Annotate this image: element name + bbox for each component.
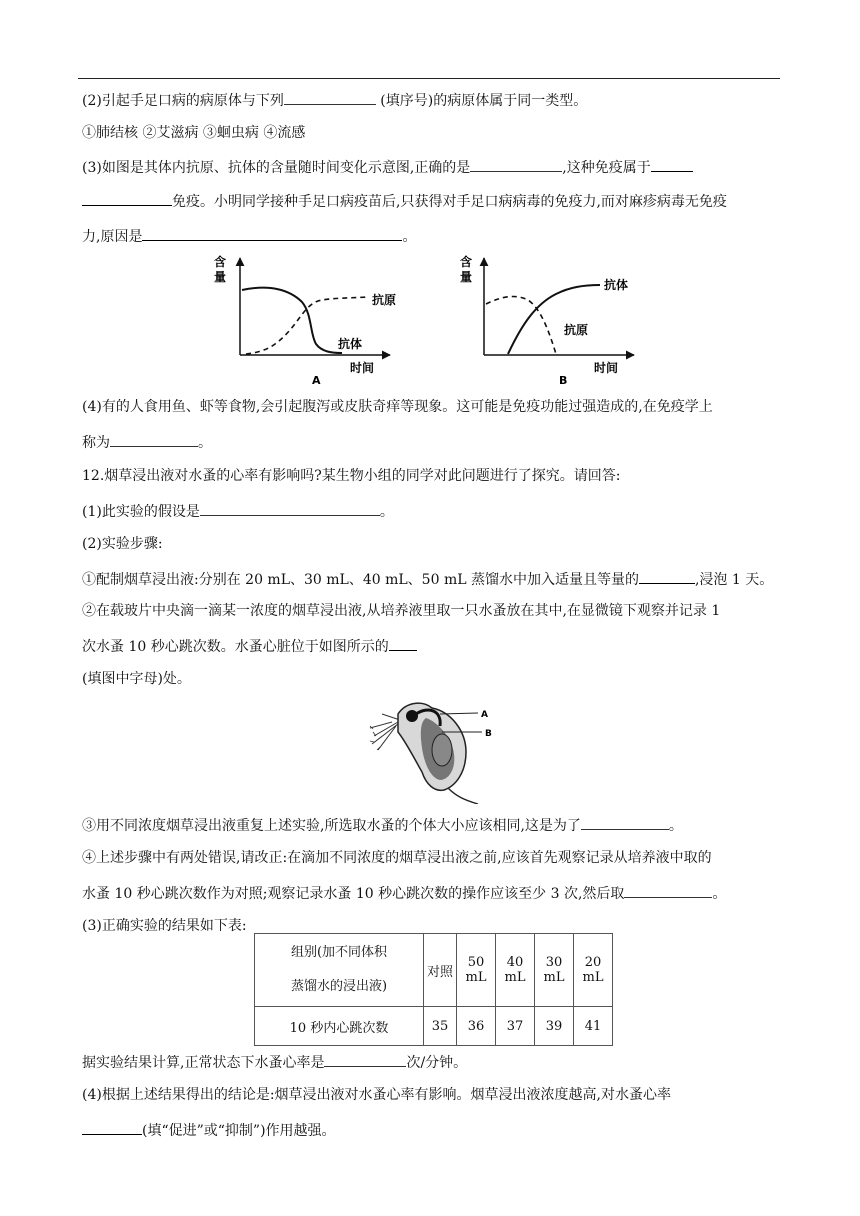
q12-p3: (3)正确实验的结果如下表:	[82, 918, 247, 934]
q3-line1-prefix: (3)如图是其体内抗原、抗体的含量随时间变化示意图,正确的是	[82, 160, 471, 176]
figure-b-antibody-curve	[508, 285, 600, 354]
q12-p1-prefix: (1)此实验的假设是	[82, 504, 200, 520]
table-header-label	[255, 934, 424, 1007]
daphnia-tail-spine	[448, 788, 478, 804]
q12-calc-prefix: 据实验结果计算,正常状态下水蚤心率是	[82, 1055, 325, 1071]
q2-answer-blank[interactable]	[284, 90, 376, 105]
q12-p4-line2	[82, 1120, 336, 1140]
figure-b-caption: B	[559, 374, 568, 387]
q12-step1	[82, 569, 773, 589]
q2-prefix: (2)引起手足口病的病原体与下列	[82, 93, 284, 109]
q12-step1-prefix: ①配制烟草浸出液:分别在 20 mL、30 mL、40 mL、50 mL 蒸馏水中加入适量且等量的	[82, 572, 639, 588]
q3-curve-blank[interactable]	[470, 157, 562, 172]
table-cell: 41	[574, 1007, 613, 1046]
figure-b-x-label: 时间	[594, 361, 619, 375]
q12-p2: (2)实验步骤:	[82, 536, 163, 552]
q12-step3	[82, 815, 683, 835]
q3-immunity-blank-a[interactable]	[651, 157, 693, 172]
q12-heart-blank[interactable]	[389, 636, 417, 651]
q12-title: 12.烟草浸出液对水蚤的心率有影响吗?某生物小组的同学对此问题进行了探究。请回答:	[82, 468, 621, 484]
table-col-50ml: 50 mL	[457, 934, 496, 1007]
header-rule	[78, 78, 780, 79]
table-cell: 36	[457, 1007, 496, 1046]
table-row	[255, 1007, 613, 1046]
q12-step3-suffix: 。	[668, 818, 683, 834]
q12-step2-line2-text: 次水蚤 10 秒心跳次数。水蚤心脏位于如图所示的	[82, 639, 389, 655]
q2-suffix: (填序号)的病原体属于同一类型。	[380, 93, 588, 109]
table-col-30ml: 30 mL	[535, 934, 574, 1007]
q12-p4-blank[interactable]	[82, 1120, 142, 1135]
table-header-label-line1: 组别(加不同体积	[290, 945, 388, 960]
daphnia-illustration	[368, 692, 508, 804]
q12-step2-line3: (填图中字母)处。	[82, 671, 191, 687]
figure-b-antibody-label: 抗体	[604, 278, 629, 292]
q12-step4-blank[interactable]	[624, 883, 712, 898]
table-col-20ml: 20 mL	[574, 934, 613, 1007]
q3-line1-mid: ,这种免疫属于	[562, 160, 651, 176]
q3-immunity-blank-b[interactable]	[82, 191, 172, 206]
figure-b-antigen-label: 抗原	[564, 323, 589, 337]
table-header-row	[255, 934, 613, 1007]
q2-options: ①肺结核 ②艾滋病 ③蛔虫病 ④流感	[82, 125, 306, 141]
q4-line2	[82, 432, 212, 452]
figure-a-antibody-curve	[242, 288, 342, 353]
table-header-label-line2: 蒸馏水的浸出液)	[290, 979, 388, 994]
q12-step4-line2-suffix: 。	[712, 886, 727, 902]
q4-answer-blank[interactable]	[110, 432, 198, 447]
table-cell: 37	[496, 1007, 535, 1046]
q12-p4-line1: (4)根据上述结果得出的结论是:烟草浸出液对水蚤心率有影响。烟草浸出液浓度越高,对水蚤心率	[82, 1087, 671, 1103]
figure-a-y-label-1: 含	[214, 255, 227, 269]
daphnia-antennae	[370, 714, 400, 750]
q2-line	[82, 90, 587, 110]
q12-step4-line2-prefix: 水蚤 10 秒心跳次数作为对照;观察记录水蚤 10 秒心跳次数的操作应该至少 3 次,然后取	[82, 886, 625, 902]
q4-line2-suffix: 。	[198, 435, 212, 451]
q4-line1: (4)有的人食用鱼、虾等食物,会引起腹泻或皮肤奇痒等现象。这可能是免疫功能过强造成的,在免疫学上	[82, 399, 713, 415]
figure-b-y-label-2: 量	[460, 270, 473, 284]
table-cell: 39	[535, 1007, 574, 1046]
q12-step2-line2	[82, 636, 417, 656]
figure-a-antibody-label: 抗体	[338, 337, 363, 351]
table-col-control: 对照	[424, 934, 457, 1007]
q3-line3-suffix: 。	[402, 229, 417, 245]
q3-line2	[82, 191, 727, 211]
q12-step1-blank[interactable]	[639, 569, 695, 584]
q12-hypothesis-blank[interactable]	[200, 501, 380, 516]
table-cell: 35	[424, 1007, 457, 1046]
q3-line3	[82, 226, 416, 246]
daphnia-label-b: B	[485, 729, 492, 739]
q3-line2-text: 免疫。小明同学接种手足口病疫苗后,只获得对手足口病病毒的免疫力,而对麻疹病毒无免疫	[172, 194, 727, 210]
q12-step3-prefix: ③用不同浓度烟草浸出液重复上述实验,所选取水蚤的个体大小应该相同,这是为了	[82, 818, 581, 834]
figure-a	[214, 254, 396, 387]
daphnia-label-a: A	[481, 710, 488, 720]
q12-step4-line1: ④上述步骤中有两处错误,请改正:在滴加不同浓度的烟草浸出液之前,应该首先观察记录从培养液中取的	[82, 850, 712, 866]
results-table	[254, 933, 613, 1046]
figure-a-x-label: 时间	[350, 361, 375, 375]
q12-calc	[82, 1052, 467, 1072]
q3-line1	[82, 157, 693, 177]
daphnia-eye	[406, 710, 418, 722]
q12-p1	[82, 501, 394, 521]
q3-reason-blank[interactable]	[142, 226, 402, 241]
q12-step3-blank[interactable]	[581, 815, 669, 830]
figure-b-y-label-1: 含	[460, 255, 473, 269]
q12-step2-line1: ②在载玻片中央滴一滴某一浓度的烟草浸出液,从培养液里取一只水蚤放在其中,在显微镜下观察并记录 1	[82, 603, 721, 619]
figure-a-y-label-2: 量	[214, 270, 227, 284]
figure-a-antigen-label: 抗原	[372, 293, 397, 307]
figure-a-caption: A	[312, 374, 321, 387]
antigen-antibody-figures	[210, 252, 650, 390]
q4-line2-prefix: 称为	[82, 435, 110, 451]
figure-b-antigen-curve	[486, 297, 556, 354]
q3-line3-prefix: 力,原因是	[82, 229, 143, 245]
q12-calc-suffix: 次/分钟。	[406, 1055, 468, 1071]
q12-heart-rate-blank[interactable]	[324, 1052, 406, 1067]
q12-step1-suffix: ,浸泡 1 天。	[694, 572, 774, 588]
figure-b	[460, 254, 634, 387]
table-col-40ml: 40 mL	[496, 934, 535, 1007]
q12-step4-line2	[82, 883, 726, 903]
table-row-label: 10 秒内心跳次数	[255, 1007, 424, 1046]
q12-p4-line2-text: (填“促进”或“抑制”)作用越强。	[142, 1123, 336, 1139]
q12-p1-suffix: 。	[379, 504, 394, 520]
